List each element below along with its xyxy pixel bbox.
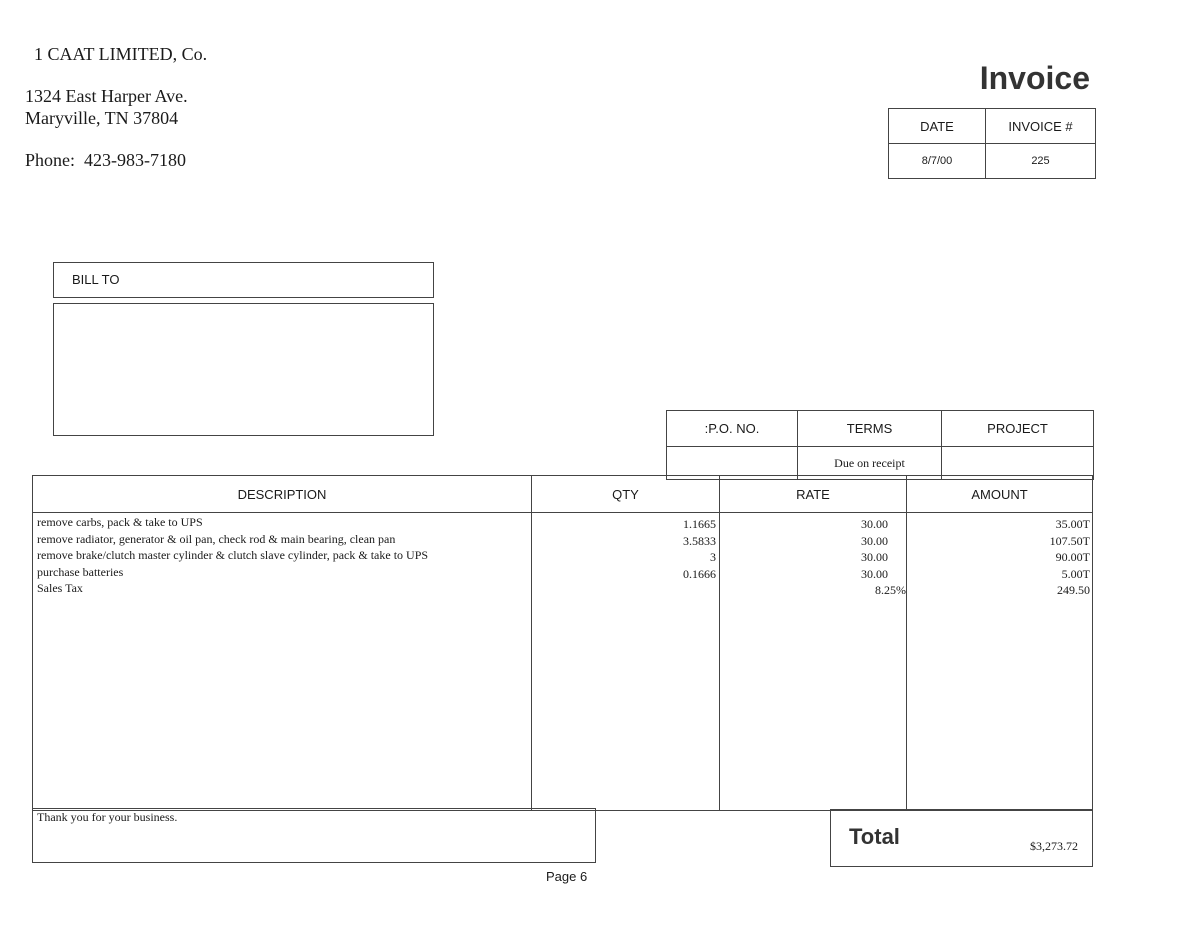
table-row-amount: 90.00T bbox=[1055, 550, 1090, 564]
table-row-rate: 30.00 bbox=[861, 517, 888, 531]
bill-to-header bbox=[53, 262, 434, 298]
rate-header: RATE bbox=[796, 486, 830, 502]
line-items-table bbox=[32, 475, 1093, 811]
table-row-qty: 3 bbox=[710, 550, 716, 564]
bill-to-address-box bbox=[53, 303, 434, 436]
thank-you-box bbox=[32, 808, 596, 863]
table-row-amount: 5.00T bbox=[1061, 566, 1090, 581]
qty-header: QTY bbox=[612, 486, 639, 502]
invoice-meta-box bbox=[888, 108, 1096, 179]
table-row-description: remove carbs, pack & take to UPS bbox=[37, 515, 203, 529]
terms-value: Due on receipt bbox=[834, 455, 905, 470]
total-label: Total bbox=[849, 824, 900, 849]
amount-header: AMOUNT bbox=[971, 486, 1028, 502]
total-box bbox=[830, 809, 1093, 867]
table-row-amount: 107.50T bbox=[1049, 533, 1090, 548]
invoice-title: Invoice bbox=[979, 60, 1090, 96]
date-label: DATE bbox=[920, 118, 954, 134]
table-row-description: remove brake/clutch master cylinder & clutch slave cylinder, pack & take to UPS bbox=[37, 548, 429, 562]
table-row-qty: 1.1665 bbox=[683, 517, 716, 531]
table-row-qty: 3.5833 bbox=[683, 533, 716, 548]
terms-label: TERMS bbox=[846, 421, 893, 436]
project-label: PROJECT bbox=[987, 421, 1048, 436]
invoice-date: 8/7/00 bbox=[921, 155, 953, 167]
table-row-rate: 30.00 bbox=[861, 550, 888, 564]
table-row-description: remove radiator, generator & oil pan, check rod & main bearing, clean pan bbox=[37, 531, 396, 546]
table-row-rate: 30.00 bbox=[861, 566, 888, 581]
table-row-qty: 0.1666 bbox=[683, 566, 716, 581]
table-row-rate: 30.00 bbox=[861, 533, 888, 548]
company-address-line2: Maryville, TN 37804 bbox=[25, 108, 179, 128]
po-number-label: :P.O. NO. bbox=[704, 421, 760, 436]
order-info-box bbox=[666, 410, 1094, 480]
total-amount: $3,273.72 bbox=[1030, 839, 1078, 853]
description-header: DESCRIPTION bbox=[237, 486, 327, 502]
table-row-description: Sales Tax bbox=[37, 581, 83, 595]
table-row-rate: 8.25% bbox=[875, 583, 906, 597]
page-number: Page 6 bbox=[546, 869, 588, 884]
thank-you-message: Thank you for your business. bbox=[37, 810, 178, 824]
company-phone: Phone: 423-983-7180 bbox=[25, 150, 186, 170]
company-name: 1 CAAT LIMITED, Co. bbox=[34, 44, 208, 64]
invoice-number: 225 bbox=[1031, 155, 1050, 167]
company-address-line1: 1324 East Harper Ave. bbox=[25, 86, 188, 106]
table-row-amount: 35.00T bbox=[1055, 517, 1090, 531]
table-row-amount: 249.50 bbox=[1057, 583, 1090, 597]
invoice-number-label: INVOICE # bbox=[1008, 118, 1073, 134]
table-row-description: purchase batteries bbox=[37, 564, 124, 579]
bill-to-label: BILL TO bbox=[72, 272, 120, 287]
